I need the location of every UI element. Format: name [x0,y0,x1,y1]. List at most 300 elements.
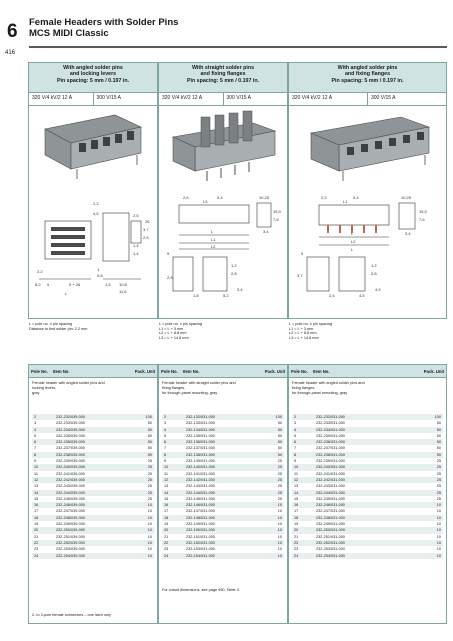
dimension-label: 2,2 [37,269,43,274]
pack-unit: 25 [147,477,152,482]
product-panel-2 [158,62,288,319]
pack-unit: 10 [277,528,282,533]
pack-unit: 10 [147,540,152,545]
pack-unit: 25 [147,490,152,495]
panel-notes-3 [289,322,332,340]
table-header [159,365,287,378]
title-divider [29,46,447,48]
pole-count: 14 [34,490,39,495]
panel-heading [159,63,287,92]
col-pack: Pack. Unit [134,368,155,374]
panel-heading-line: and locking levers [69,71,117,78]
pack-unit: 50 [277,452,282,457]
rating-ul: 300 V/15 A [223,93,288,105]
item-number: 232-233/031-000 [316,421,345,426]
order-table-1 [28,364,158,624]
item-number: 232-150/031-000 [186,528,215,533]
pole-count: 5 [164,433,167,438]
pole-count: 9 [294,459,297,464]
item-number: 232-232/039-000 [56,415,85,419]
item-number: 232-244/039-000 [56,490,85,495]
note-line: L3 = L + 14.8 mm [289,335,319,340]
dimension-label: L1 [343,199,348,204]
pack-unit: 10 [147,522,152,527]
item-number: 232-242/031-000 [316,477,345,482]
pole-count: 18 [164,515,169,520]
pole-count: 18 [34,515,39,520]
item-number: 232-234/039-000 [56,427,85,432]
item-number: 232-251/031-000 [316,534,345,539]
item-number: 232-245/031-000 [316,496,345,501]
description-line: gray [32,391,40,395]
dimension-label: 2,2 [93,201,99,206]
pole-count: 12 [34,477,39,482]
item-number: 232-235/031-000 [316,433,345,438]
pack-unit: 10 [436,553,441,558]
dimension-label: 5 [167,251,170,256]
description-line: locking levers, [32,386,57,390]
pack-unit: 10 [436,547,441,552]
rating-iec: 320 V/4 kV/2 12 A [32,95,73,101]
dimension-label: 5 [301,251,304,256]
pole-count: 4 [294,427,297,432]
pack-unit: 25 [436,484,441,489]
pack-unit: 25 [277,465,282,470]
pack-unit: 50 [147,452,152,457]
pole-count: 24 [294,553,299,558]
item-number: 232-143/031-000 [186,484,215,489]
pole-count: 3 [294,421,297,426]
dimension-label: 2,5 [143,235,149,240]
item-number: 232-147/031-000 [186,509,215,514]
col-pole: Pole No. [291,368,308,374]
pole-count: 8 [34,452,37,457]
pole-count: 20 [34,528,39,533]
item-number: 232-250/031-000 [316,528,345,533]
pole-count: 13 [164,484,169,489]
item-number: 232-241/039-000 [56,471,85,476]
item-number: 232-238/039-000 [56,452,85,457]
pole-count: 10 [34,465,39,470]
item-number: 232-243/031-000 [316,484,345,489]
item-number: 232-252/039-000 [56,540,85,545]
table-description [289,378,446,414]
col-pole: Pole No. [161,368,178,374]
pack-unit: 50 [436,446,441,451]
panel-heading-line: With straight solder pins [191,65,255,71]
description-line: Female header with angled solder pins and [292,381,365,385]
dimension-label: 3,7 [143,227,149,232]
item-number: 232-254/039-000 [56,553,85,558]
table-row [162,553,284,559]
order-table-3 [288,364,447,624]
dimension-label: 11,6 [119,289,127,294]
pack-unit: 10 [277,547,282,552]
dimension-label: L2 [351,239,356,244]
note-line: L2 = L + 8.8 mm [159,331,187,336]
dimension-label: 2,4 [329,293,335,298]
item-number: 232-133/031-000 [186,421,215,426]
pole-count: 6 [164,440,167,445]
dimension-label: 10,25 [259,195,270,200]
panel-ratings [289,92,446,106]
pole-count: 15 [294,496,299,501]
pack-unit: 10 [147,534,152,539]
pole-count: 14 [164,490,169,495]
pole-count: 4 [164,427,167,432]
pole-count: 11 [34,471,38,476]
dimension-label: 15,9 [273,209,281,214]
pole-count: 13 [294,484,299,489]
dimension-label: L3 [203,199,208,204]
dimension-label: 5 [47,282,50,287]
pack-unit: 25 [436,496,441,501]
panel-heading-line: and fixing flanges [344,71,391,78]
item-number: 232-239/031-000 [316,459,345,464]
pole-count: 6 [294,440,297,445]
note-line: L2 = L + 8.8 mm [289,331,317,336]
dimension-label: 2,6 [183,195,189,200]
item-number: 232-242/039-000 [56,477,85,482]
rating-iec: 320 V/4 kV/2 12 A [292,95,333,101]
dimension-drawing [163,191,285,311]
dimension-drawing [33,191,155,311]
pole-count: 17 [34,509,39,514]
item-number: 232-238/031-000 [316,452,345,457]
pack-unit: 25 [147,465,152,470]
pack-unit: 10 [277,553,282,558]
item-number: 232-132/031-000 [186,415,215,419]
dimension-label: 7,6 [273,217,279,222]
description-line: fixing flanges, [162,386,186,390]
item-number: 232-148/031-000 [186,515,215,520]
note-line: L1 = L + 3 mm [159,326,184,331]
pack-unit: 25 [277,459,282,464]
item-number: 232-249/039-000 [56,522,85,527]
pack-unit: 50 [277,433,282,438]
panel-ratings [29,92,157,106]
pack-unit: 25 [277,477,282,482]
dimension-label: 2,8 [231,271,237,276]
table-footnote: For cutout dimensions, see page 490, Table 3. [162,588,240,592]
pole-count: 8 [164,452,167,457]
dimension-label: L [211,229,214,234]
chapter-number: 6 [7,21,18,42]
pack-unit: 25 [147,459,152,464]
table-header [29,365,157,378]
dimension-label: 5 + 26 [69,282,81,287]
table-rows [289,414,446,559]
pole-count: 19 [164,522,169,527]
pole-count: 22 [294,540,299,545]
pack-unit: 25 [277,496,282,501]
dimension-label: 4,5 [93,211,99,216]
pack-unit: 50 [277,421,282,426]
description-line: Female header with angled solder pins and [32,381,105,385]
pole-count: 14 [294,490,299,495]
description-line: for through-panel mounting, gray [162,391,218,395]
dimension-label: 3,4 [263,229,269,234]
pole-count: 15 [164,496,169,501]
dimension-label: 15,9 [419,209,427,214]
item-number: 232-245/039-000 [56,496,85,501]
dimension-label: 1,2 [371,263,377,268]
item-number: 232-144/031-000 [186,490,215,495]
pack-unit: 25 [436,471,441,476]
pack-unit: 25 [436,459,441,464]
pole-count: 4 [34,427,37,432]
col-pack: Pack. Unit [423,368,444,374]
item-number: 232-244/031-000 [316,490,345,495]
pole-count: 19 [34,522,39,527]
panel-heading-line: Pin spacing: 5 mm / 0.197 in. [56,77,130,84]
item-number: 232-254/031-000 [316,553,345,558]
item-number: 232-240/031-000 [316,465,345,470]
panel-heading-line: Pin spacing: 5 mm / 0.197 in. [331,77,404,84]
pack-unit: 10 [277,503,282,508]
dimension-label: 5,4 [217,195,223,200]
item-number: 232-250/039-000 [56,528,85,533]
dimension-label: 2,2 [321,195,327,200]
pack-unit: 25 [147,484,152,489]
pack-unit: 50 [147,421,152,426]
item-number: 232-151/031-000 [186,534,215,539]
dimension-label: 5,4 [353,195,359,200]
item-number: 232-248/039-000 [56,515,85,520]
note-line: Distance to first solder pin: 2.2 mm [29,326,88,331]
pack-unit: 10 [147,547,152,552]
pack-unit: 25 [436,465,441,470]
pack-unit: 10 [147,509,152,514]
pole-count: 10 [294,465,299,470]
pack-unit: 50 [147,433,152,438]
item-number: 232-252/031-000 [316,540,345,545]
dimension-label: 3,4 [237,287,243,292]
dimension-label: 10,25 [401,195,412,200]
item-number: 232-149/031-000 [186,522,215,527]
pole-count: 5 [294,433,297,438]
table-rows [29,414,157,559]
panel-notes-2 [159,322,202,340]
dimension-label: 1,4 [133,251,139,256]
item-number: 232-146/031-000 [186,503,215,508]
pole-count: 3 [164,421,167,426]
pack-unit: 10 [436,528,441,533]
item-number: 232-237/039-000 [56,446,85,451]
item-number: 232-136/031-000 [186,440,215,445]
dimension-label: 1 [97,267,100,272]
table-description [159,378,287,414]
panel-heading-line: Pin spacing: 5 mm / 0.197 in. [186,77,260,84]
item-number: 232-236/039-000 [56,440,85,445]
pack-unit: 10 [436,540,441,545]
item-number: 232-239/039-000 [56,459,85,464]
pack-unit: 100 [434,415,441,419]
pole-count: 9 [164,459,167,464]
item-number: 232-246/031-000 [316,503,345,508]
dimension-label: L2 [211,244,216,249]
pack-unit: 50 [277,427,282,432]
col-pack: Pack. Unit [264,368,285,374]
order-table-2 [158,364,288,624]
dimension-label: 26 [145,219,150,224]
pole-count: 21 [294,534,299,539]
note-line: L = pole no. x pin spacing [289,322,333,326]
item-number: 232-237/031-000 [316,446,345,451]
dimension-label: 3,7 [297,273,303,278]
item-number: 232-153/031-000 [186,547,215,552]
pack-unit: 10 [436,509,441,514]
pack-unit: 10 [147,515,152,520]
dimension-drawing [293,191,444,311]
panel-heading [289,63,446,92]
pack-unit: 10 [147,503,152,508]
pole-count: 2 [164,415,167,419]
pole-count: 24 [164,553,169,558]
pole-count: 12 [294,477,299,482]
pack-unit: 50 [147,446,152,451]
pole-count: 23 [294,547,299,552]
dimension-label: 1,4 [133,243,139,248]
description-line: fixing flanges, [292,386,316,390]
pole-count: 16 [294,503,299,508]
pack-unit: 100 [145,415,152,419]
col-pole: Pole No. [31,368,48,374]
pack-unit: 50 [436,440,441,445]
table-description [29,378,157,414]
dimension-label: 2,5 [133,213,139,218]
pack-unit: 25 [277,484,282,489]
item-number: 232-240/039-000 [56,465,85,470]
pack-unit: 50 [277,440,282,445]
pack-unit: 10 [436,515,441,520]
pack-unit: 50 [277,446,282,451]
rating-ul: 300 V/15 A [367,93,446,105]
pole-count: 7 [34,446,37,451]
pole-count: 7 [294,446,297,451]
item-number: 232-241/031-000 [316,471,345,476]
pack-unit: 50 [436,421,441,426]
pole-count: 9 [34,459,37,464]
pack-unit: 50 [436,452,441,457]
pack-unit: 10 [277,509,282,514]
pole-count: 10 [164,465,169,470]
pack-unit: 10 [277,534,282,539]
item-number: 232-243/039-000 [56,484,85,489]
item-number: 232-152/031-000 [186,540,215,545]
pack-unit: 10 [436,522,441,527]
pole-count: 24 [34,553,39,558]
pole-count: 3 [34,421,37,426]
item-number: 232-253/031-000 [316,547,345,552]
pole-count: 20 [164,528,169,533]
rating-ul: 300 V/15 A [93,93,158,105]
pack-unit: 100 [275,415,282,419]
pack-unit: 50 [147,427,152,432]
pack-unit: 10 [147,528,152,533]
item-number: 232-137/031-000 [186,446,215,451]
item-number: 232-135/031-000 [186,433,215,438]
col-item: Item No. [183,368,200,374]
pole-count: 11 [164,471,168,476]
rating-iec: 320 V/4 kV/2 12 A [162,95,203,101]
pole-count: 6 [34,440,37,445]
dimension-label: 10,8 [119,282,127,287]
pole-count: 5 [34,433,37,438]
panel-heading-line: With angled solder pins [63,65,123,71]
dimension-label: L1 [211,237,216,242]
pack-unit: 10 [436,534,441,539]
pack-unit: 25 [277,490,282,495]
pack-unit: 10 [277,540,282,545]
product-photo [167,107,281,185]
item-number: 232-140/031-000 [186,465,215,470]
table-row [292,553,443,559]
product-panel-3 [288,62,447,319]
pole-count: 21 [34,534,39,539]
title-line-2: MCS MIDI Classic [29,28,109,39]
pole-count: 8 [294,452,297,457]
pole-count: 15 [34,496,39,501]
pack-unit: 10 [147,553,152,558]
product-photo [37,107,151,185]
panel-notes-1 [29,322,87,331]
item-number: 232-145/031-000 [186,496,215,501]
pole-count: 13 [34,484,39,489]
dimension-label: 1,8 [193,293,199,298]
pole-count: 17 [164,509,169,514]
item-number: 232-247/031-000 [316,509,345,514]
item-number: 232-235/039-000 [56,433,85,438]
pack-unit: 50 [147,440,152,445]
pole-count: 23 [34,547,39,552]
col-item: Item No. [53,368,70,374]
item-number: 232-247/039-000 [56,509,85,514]
pack-unit: 10 [277,522,282,527]
item-number: 232-249/031-000 [316,522,345,527]
pack-unit: 25 [147,496,152,501]
pack-unit: 10 [277,515,282,520]
product-panel-1 [28,62,158,319]
item-number: 232-142/031-000 [186,477,215,482]
panel-heading [29,63,157,92]
page-number: 416 [5,50,16,56]
pack-unit: 25 [436,490,441,495]
pole-count: 12 [164,477,169,482]
note-line: L3 = L + 14.8 mm [159,335,189,340]
pole-count: 11 [294,471,298,476]
pack-unit: 25 [436,477,441,482]
dimension-label: 3,4 [405,231,411,236]
pole-count: 19 [294,522,299,527]
table-footnote: 2- to 3-pole female connectors – one latch only [32,613,111,617]
page-title [29,17,178,39]
dimension-label: 0,6 [97,273,103,278]
pole-count: 20 [294,528,299,533]
item-number: 232-233/039-000 [56,421,85,426]
dimension-label: 4,9 [375,287,381,292]
note-line: L = pole no. x pin spacing [159,322,203,326]
dimension-label: L [65,291,68,296]
pack-unit: 10 [436,503,441,508]
pole-count: 2 [294,415,297,419]
dimension-label: L [351,247,354,252]
item-number: 232-154/031-000 [186,553,215,558]
pole-count: 16 [164,503,169,508]
dimension-label: 1,2 [231,263,237,268]
item-number: 232-246/039-000 [56,503,85,508]
item-number: 232-139/031-000 [186,459,215,464]
